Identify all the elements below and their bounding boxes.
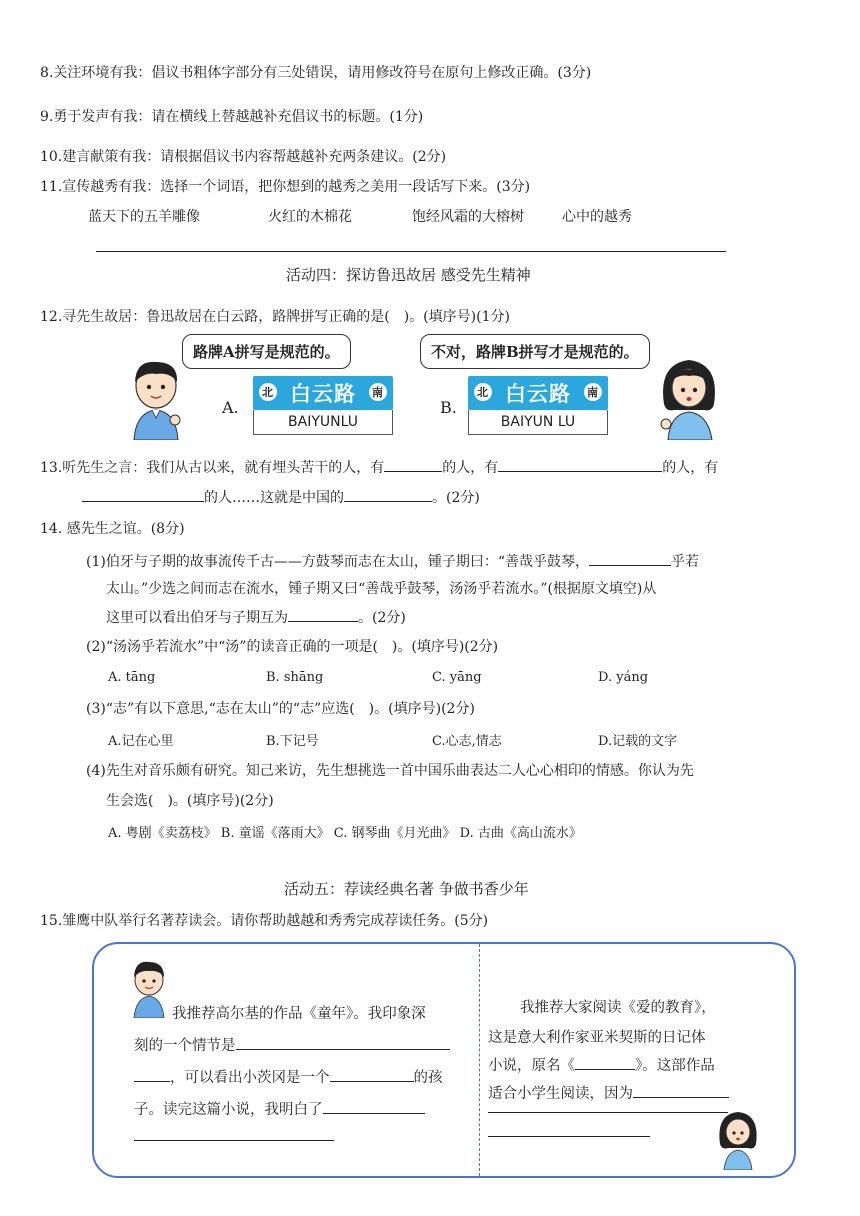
question-10: 10.建言献策有我：请根据倡议书内容帮越越补充两条建议。(2分) (40, 149, 447, 165)
right-card-blank-2[interactable] (633, 1082, 729, 1098)
q14-1-blank-2[interactable] (288, 606, 358, 622)
left-card-line-4 (134, 1098, 425, 1119)
right-card-line-4 (488, 1082, 729, 1103)
girl-illustration-icon (654, 354, 724, 440)
sign-b-label: B. (440, 398, 457, 417)
left-card-text-4: 子。读完这篇小说，我明白了 (134, 1102, 323, 1118)
left-card-text-2: 刻的一个情节是 (134, 1038, 236, 1054)
card-divider (479, 944, 480, 1176)
left-card-text-3: ，可以看出小茨冈是一个 (170, 1070, 330, 1086)
q13-text-2: 的人，有 (442, 460, 499, 476)
sign-a-road-name: 白云路 (290, 382, 356, 406)
left-card-line-1: 我推荐高尔基的作品《童年》。我印象深 (172, 1006, 426, 1022)
q14-3-option-b[interactable]: B.下记号 (266, 734, 319, 749)
q14-3: (3)“志”有以下意思,“志在太山”的“志”应选( )。(填序号)(2分) (86, 701, 475, 717)
question-13-line-1 (40, 456, 718, 477)
q13-blank-1[interactable] (384, 456, 442, 472)
sign-a-north: 北 (259, 383, 277, 401)
q14-2-option-a[interactable]: A. tāng (108, 670, 156, 685)
sign-a-south: 南 (369, 383, 387, 401)
q14-3-option-a[interactable]: A.记在心里 (108, 734, 174, 749)
q13-blank-2[interactable] (498, 456, 662, 472)
q11-option-2: 火红的木棉花 (268, 209, 352, 225)
sign-b-south: 南 (584, 383, 602, 401)
q14-1-line-1 (86, 550, 699, 571)
question-13-line-2 (82, 486, 480, 507)
q14-2: (2)“汤汤乎若流水”中“汤”的读音正确的一项是( )。(填序号)(2分) (86, 639, 499, 655)
q13-blank-4[interactable] (344, 486, 432, 502)
left-card-blank-2[interactable] (134, 1066, 170, 1082)
left-card-text-3c: 的孩 (413, 1070, 443, 1086)
q14-4-line-2: 生会选( )。(填序号)(2分) (106, 793, 274, 809)
right-card-answer-line-2[interactable] (488, 1136, 650, 1137)
right-card-text-3a: 小说，原名《 (488, 1058, 575, 1074)
q11-option-3: 饱经风霜的大榕树 (412, 209, 524, 225)
left-card-blank-3[interactable] (330, 1066, 414, 1082)
right-card-text-4: 适合小学生阅读，因为 (488, 1086, 633, 1102)
activity-5-heading: 活动五：荐读经典名著 争做书香少年 (284, 880, 529, 898)
right-card-line-2: 这是意大利作家亚米契斯的日记体 (488, 1030, 706, 1046)
road-sign-a-name-plate (253, 376, 393, 410)
q13-text-1: 13.听先生之言：我们从古以来，就有埋头苦干的人，有 (40, 460, 385, 476)
right-card-line-1: 我推荐大家阅读《爱的教育》， (520, 1000, 716, 1016)
question-12: 12.寻先生故居：鲁迅故居在白云路，路牌拼写正确的是( )。(填序号)(1分) (40, 309, 510, 325)
boy-avatar-icon (128, 958, 170, 1018)
question-14: 14. 感先生之谊。(8分) (40, 521, 185, 537)
sign-b-pinyin: BAIYUN LU (468, 410, 608, 435)
q14-1-text-e: 。(2分) (358, 610, 406, 626)
left-card-blank-1[interactable] (236, 1034, 450, 1050)
q14-1-text-a: (1)伯牙与子期的故事流传千古——方鼓琴而志在太山，锺子期曰：“善哉乎鼓琴， (86, 554, 589, 570)
girl-speech-bubble: 不对，路牌B拼写才是规范的。 (420, 334, 650, 369)
left-card-answer-line[interactable] (134, 1140, 334, 1141)
q11-answer-line[interactable] (96, 251, 726, 252)
sign-a-label: A. (222, 398, 239, 417)
q14-1-blank-1[interactable] (589, 550, 671, 566)
right-card-answer-line-1[interactable] (488, 1112, 728, 1113)
q14-1-text-d: 这里可以看出伯牙与子期互为 (106, 610, 288, 626)
q11-option-4: 心中的越秀 (562, 209, 632, 225)
sign-b-north: 北 (474, 383, 492, 401)
road-sign-a[interactable] (253, 376, 393, 435)
sign-b-road-name: 白云路 (505, 382, 571, 406)
question-9: 9.勇于发声有我：请在横线上替越越补充倡议书的标题。(1分) (40, 109, 424, 125)
q13-blank-3[interactable] (82, 486, 204, 502)
boy-speech-bubble: 路牌A拼写是规范的。 (182, 334, 351, 369)
q14-3-option-c[interactable]: C.心志,情志 (432, 734, 502, 749)
boy-illustration-icon (126, 356, 186, 440)
q14-1-line-2: 太山。”少选之间而志在流水，锺子期又曰“善哉乎鼓琴，汤汤乎若流水。”(根据原文填空)从 (106, 581, 657, 597)
right-card-text-3b: 》。这部作品 (635, 1058, 715, 1074)
left-card-line-2 (134, 1034, 450, 1055)
girl-avatar-icon (714, 1108, 762, 1170)
q14-2-option-d[interactable]: D. yáng (598, 670, 649, 685)
q14-4-options[interactable]: A. 粤剧《卖荔枝》 B. 童谣《落雨大》 C. 钢琴曲《月光曲》 D. 古曲《高山流水》 (108, 826, 582, 841)
q14-2-option-b[interactable]: B. shāng (266, 670, 324, 685)
q13-text-5: 。(2分) (432, 490, 480, 506)
question-8: 8.关注环境有我：倡议书粗体字部分有三处错误，请用修改符号在原句上修改正确。(3分) (40, 65, 592, 81)
q13-text-3: 的人，有 (662, 460, 719, 476)
q11-option-1: 蓝天下的五羊雕像 (88, 209, 200, 225)
recommendation-card (92, 942, 796, 1178)
left-card-blank-4[interactable] (323, 1098, 425, 1114)
q14-3-option-d[interactable]: D.记载的文字 (598, 734, 678, 749)
activity-4-heading: 活动四：探访鲁迅故居 感受先生精神 (286, 266, 531, 284)
q14-4-line-1: (4)先生对音乐颇有研究。知己来访，先生想挑选一首中国乐曲表达二人心心相印的情感。你认为先 (86, 763, 694, 779)
right-card-blank-1[interactable] (575, 1054, 635, 1070)
q14-2-option-c[interactable]: C. yāng (432, 670, 482, 685)
sign-a-pinyin: BAIYUNLU (253, 410, 393, 435)
q14-1-text-b: 乎若 (671, 554, 699, 570)
q14-1-line-3 (106, 606, 406, 627)
left-card-line-3 (134, 1066, 443, 1087)
q13-text-4: 的人……这就是中国的 (204, 490, 344, 506)
road-sign-b-name-plate (468, 376, 608, 410)
question-15: 15.雏鹰中队举行名著荐读会。请你帮助越越和秀秀完成荐读任务。(5分) (40, 913, 489, 929)
road-sign-b[interactable] (468, 376, 608, 435)
question-11: 11.宣传越秀有我：选择一个词语，把你想到的越秀之美用一段话写下来。(3分) (40, 179, 531, 195)
right-card-line-3 (488, 1054, 715, 1075)
